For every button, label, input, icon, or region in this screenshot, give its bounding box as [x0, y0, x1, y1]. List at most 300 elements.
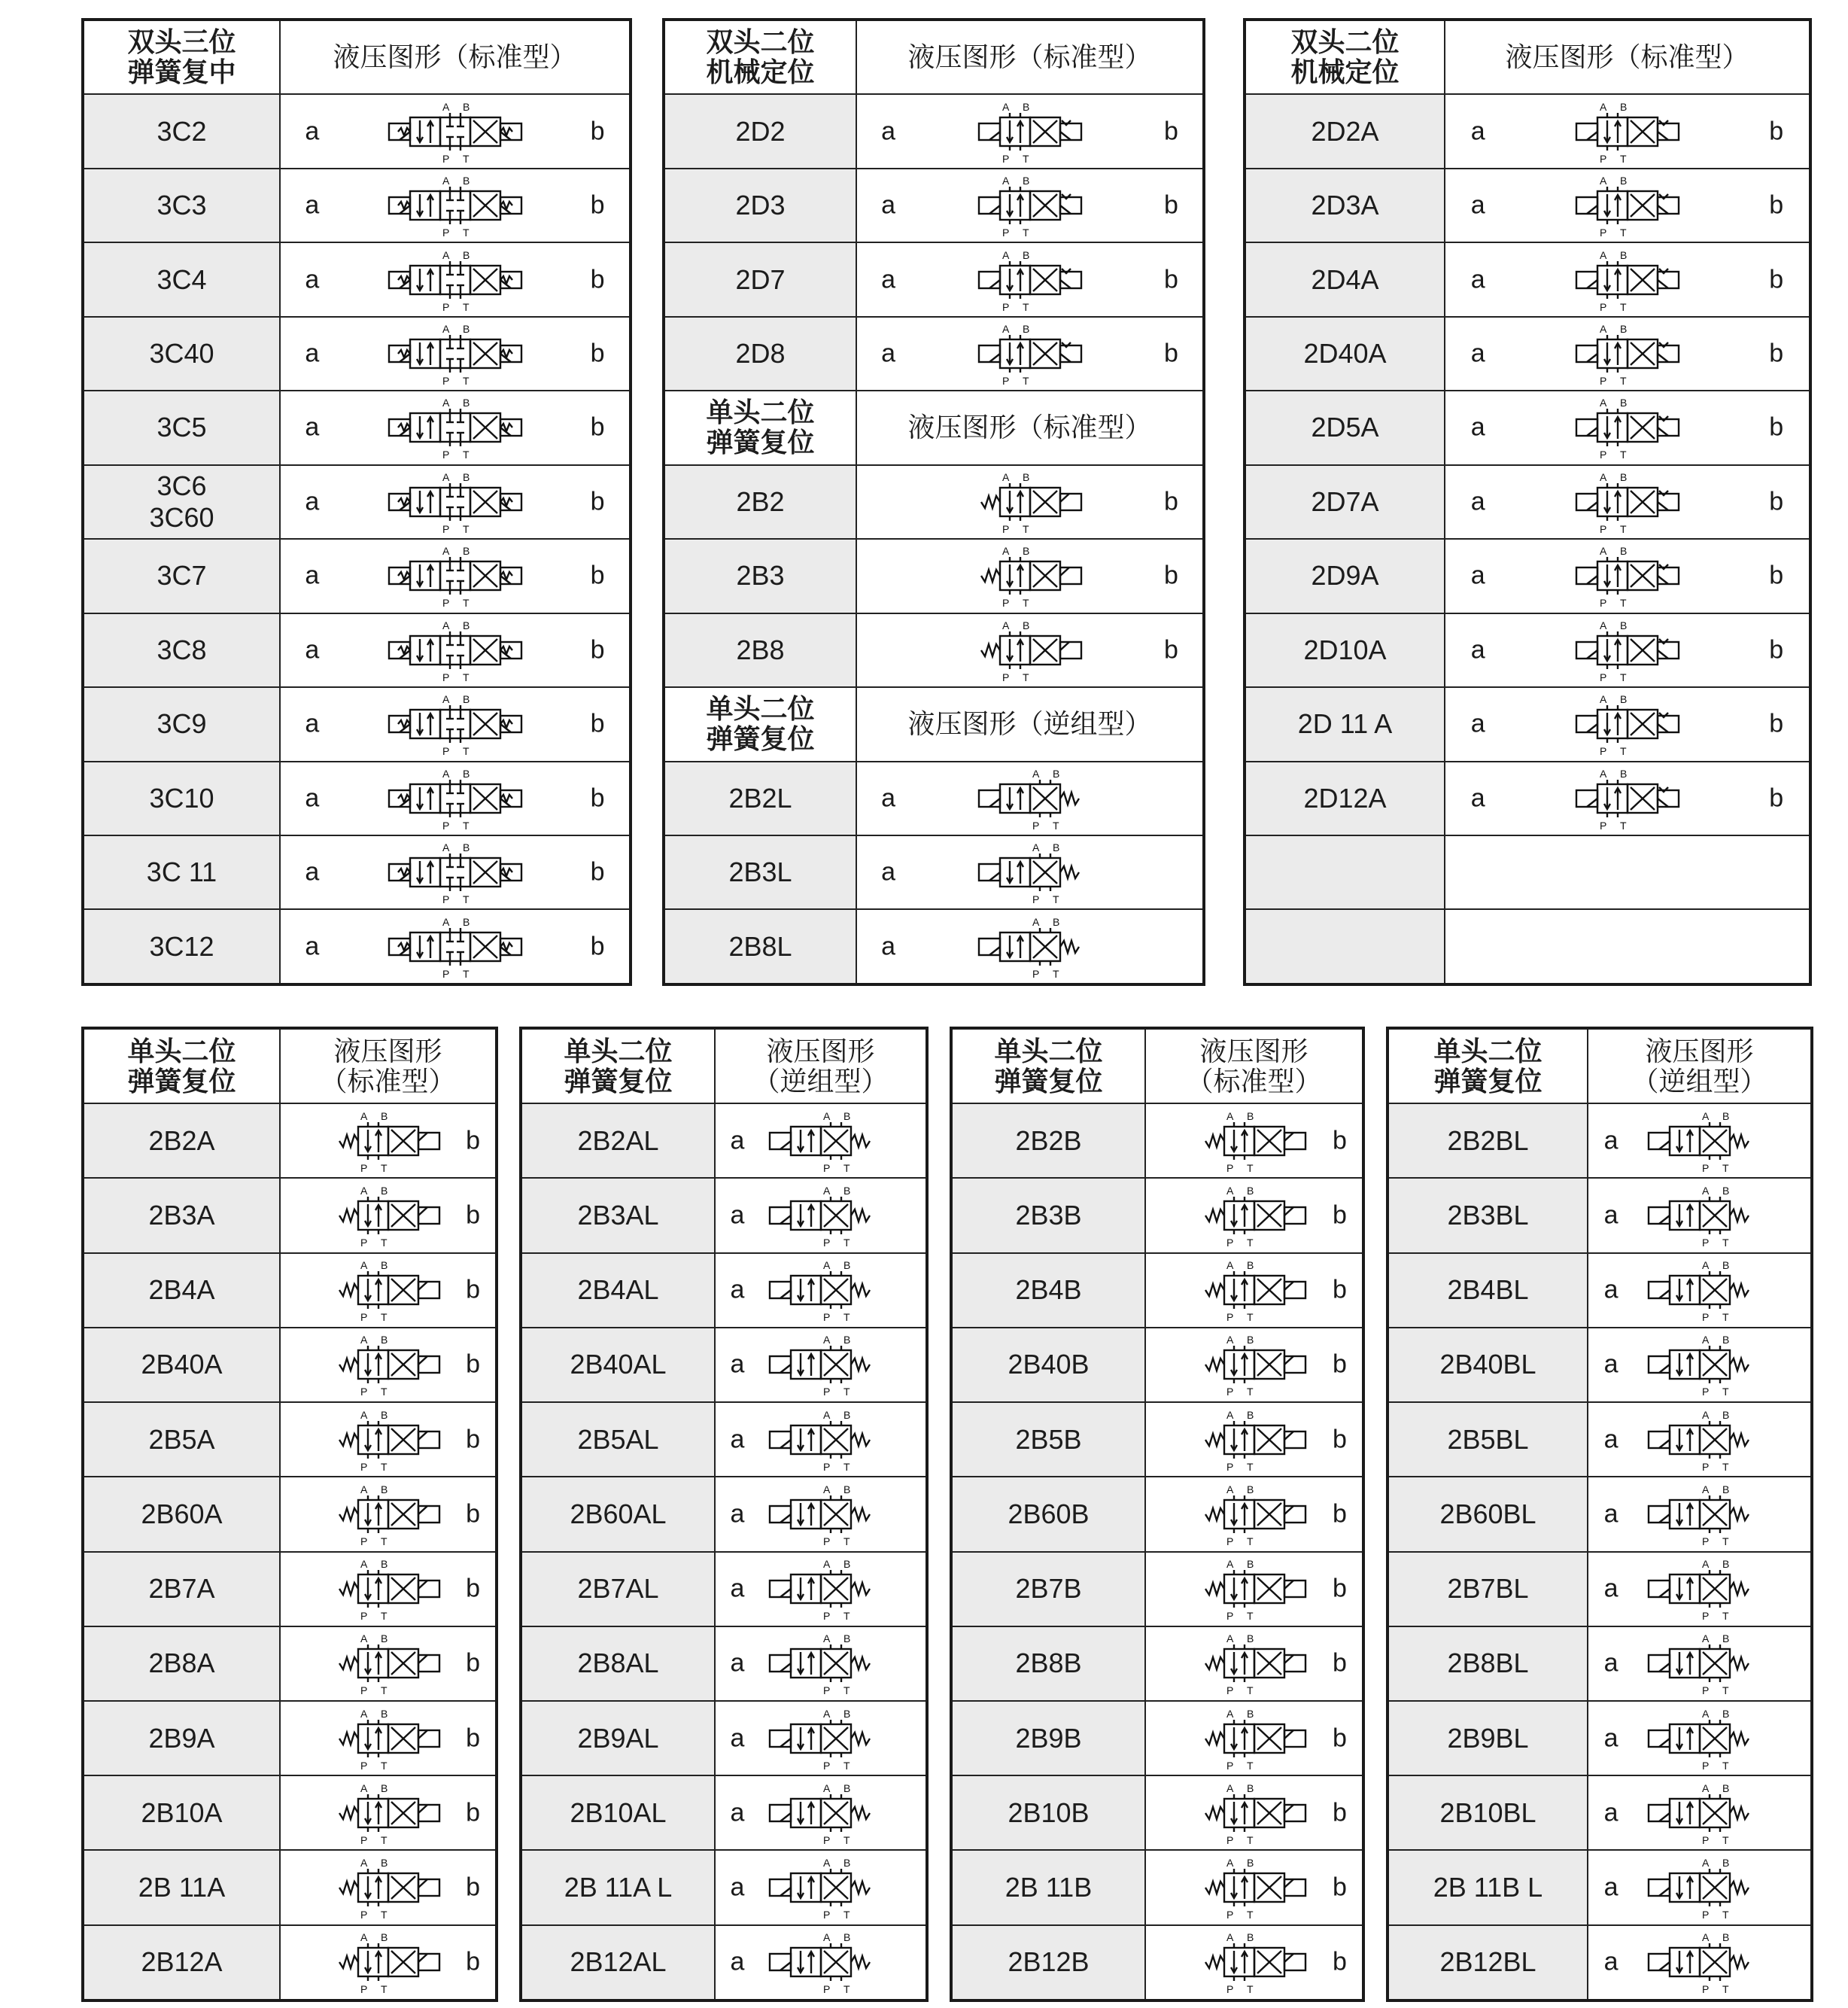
port-p-label: P: [822, 1759, 830, 1772]
valve-symbol-cell: [280, 1626, 497, 1701]
valve-symbol-icon: [317, 1482, 460, 1547]
valve-symbol-icon: [384, 470, 527, 534]
column-header-type: 双头二位 机械定位: [664, 20, 856, 94]
column-header-symbol: 液压图形 （逆组型）: [1588, 1028, 1812, 1103]
solenoid-a-label: a: [1603, 1126, 1619, 1155]
valve-symbol-icon: [959, 618, 1102, 683]
port-a-label: A: [442, 100, 449, 113]
valve-symbol-cell: [1588, 1850, 1812, 1924]
port-a-label: A: [442, 397, 449, 409]
solenoid-a-label: a: [305, 857, 320, 887]
valve-model-code: 2D3: [664, 169, 856, 242]
port-p-label: P: [1599, 522, 1606, 535]
header-row: [1388, 1028, 1812, 1103]
table-row: [83, 1775, 497, 1850]
port-a-label: A: [1701, 1185, 1709, 1197]
port-t-label: T: [1246, 1909, 1254, 1921]
valve-symbol-icon: [1183, 1332, 1326, 1397]
port-t-label: T: [380, 1759, 388, 1772]
valve-symbol-cell: [1445, 242, 1810, 316]
solenoid-a-label: a: [881, 190, 896, 220]
port-t-label: T: [843, 1237, 850, 1249]
port-p-label: P: [360, 1535, 367, 1547]
solenoid-a-label: a: [305, 561, 320, 590]
column-header-symbol: 液压图形 （标准型）: [1145, 1028, 1363, 1103]
port-a-label: A: [1599, 397, 1606, 409]
solenoid-a-label: a: [305, 190, 320, 220]
port-b-label: B: [1722, 1931, 1729, 1944]
port-a-label: A: [442, 248, 449, 261]
port-t-label: T: [1246, 1386, 1254, 1398]
valve-symbol-cell: [1445, 169, 1810, 242]
valve-model-code: 2D3A: [1245, 169, 1445, 242]
port-a-label: A: [360, 1632, 367, 1645]
port-p-label: P: [1002, 522, 1009, 535]
valve-symbol-cell: [280, 169, 631, 242]
port-t-label: T: [843, 1983, 850, 1996]
valve-model-code: 2B2: [664, 465, 856, 539]
table-row: [1388, 1701, 1812, 1775]
port-b-label: B: [1619, 175, 1627, 187]
solenoid-a-label: a: [305, 709, 320, 738]
valve-symbol-icon: [384, 914, 527, 979]
column-header-type: 双头三位 弹簧复中: [83, 20, 280, 94]
port-a-label: A: [822, 1707, 830, 1720]
solenoid-a-label: a: [1603, 1425, 1619, 1454]
table-row: [83, 169, 631, 242]
valve-symbol-icon: [317, 1407, 460, 1472]
valve-model-code: 2B5AL: [521, 1402, 715, 1477]
valve-symbol-cell: [1145, 1328, 1363, 1402]
port-p-label: P: [360, 1833, 367, 1846]
table-row: [1245, 613, 1810, 687]
valve-symbol-icon: [749, 1183, 892, 1248]
port-b-label: B: [1246, 1259, 1254, 1272]
table-row: [1245, 391, 1810, 464]
table-2bbl-reverse: [1386, 1027, 1813, 2002]
table-row: [83, 94, 631, 168]
table-row: [521, 1328, 927, 1402]
solenoid-a-label: a: [730, 1873, 745, 1902]
port-t-label: T: [462, 671, 470, 683]
valve-symbol-icon: [1183, 1556, 1326, 1621]
valve-model-code: 2D5A: [1245, 391, 1445, 464]
table-row: [83, 317, 631, 391]
solenoid-a-label: a: [1470, 561, 1485, 590]
valve-model-code: 3C7: [83, 539, 280, 613]
solenoid-b-label: b: [1333, 1798, 1347, 1827]
solenoid-b-label: b: [466, 1499, 481, 1529]
solenoid-a-label: a: [305, 932, 320, 961]
table-row: [1245, 317, 1810, 391]
table-row: [951, 1701, 1363, 1775]
port-t-label: T: [1022, 152, 1029, 165]
port-t-label: T: [380, 1983, 388, 1996]
port-t-label: T: [843, 1610, 850, 1623]
solenoid-b-label: b: [1163, 487, 1178, 516]
solenoid-a-label: a: [730, 1648, 745, 1678]
solenoid-a-label: a: [1470, 709, 1485, 738]
port-p-label: P: [1599, 745, 1606, 758]
port-p-label: P: [442, 671, 449, 683]
port-b-label: B: [1022, 248, 1029, 261]
port-p-label: P: [1701, 1610, 1709, 1623]
valve-model-code: 2B5A: [83, 1402, 280, 1477]
port-p-label: P: [1599, 300, 1606, 313]
port-a-label: A: [1226, 1707, 1233, 1720]
valve-symbol-icon: [317, 1332, 460, 1397]
table-row: [664, 169, 1204, 242]
port-b-label: B: [843, 1408, 850, 1421]
valve-symbol-icon: [384, 618, 527, 683]
table-row: [83, 465, 631, 539]
solenoid-a-label: a: [730, 1126, 745, 1155]
port-t-label: T: [1722, 1983, 1729, 1996]
port-t-label: T: [1722, 1161, 1729, 1174]
column-header-type: 双头二位 机械定位: [1245, 20, 1445, 94]
solenoid-a-label: a: [881, 932, 896, 961]
table-row: [521, 1178, 927, 1252]
section-header-type: 单头二位 弹簧复位: [664, 391, 856, 464]
valve-symbol-cell: [280, 1925, 497, 2000]
port-t-label: T: [380, 1311, 388, 1324]
valve-symbol-cell: [1445, 687, 1810, 761]
table-row: [951, 1626, 1363, 1701]
valve-model-code: 2B4B: [951, 1253, 1145, 1328]
table-row: [664, 909, 1204, 984]
port-a-label: A: [1226, 1857, 1233, 1870]
port-t-label: T: [1246, 1759, 1254, 1772]
valve-symbol-cell: [1588, 1552, 1812, 1626]
solenoid-a-label: a: [1603, 1200, 1619, 1230]
header-row: [951, 1028, 1363, 1103]
port-t-label: T: [462, 819, 470, 832]
valve-model-code: 2B2AL: [521, 1103, 715, 1178]
port-t-label: T: [1722, 1311, 1729, 1324]
table-row: [951, 1178, 1363, 1252]
valve-model-code: 3C 11: [83, 835, 280, 909]
table-row: [83, 1850, 497, 1924]
valve-symbol-icon: [1628, 1258, 1771, 1322]
solenoid-a-label: a: [305, 339, 320, 368]
valve-symbol-cell: [280, 317, 631, 391]
solenoid-b-label: b: [466, 1275, 481, 1304]
solenoid-a-label: a: [1603, 1499, 1619, 1529]
table-row: [1245, 94, 1810, 168]
valve-symbol-icon: [749, 1781, 892, 1845]
solenoid-b-label: b: [1333, 1349, 1347, 1379]
port-a-label: A: [1599, 100, 1606, 113]
port-b-label: B: [1619, 619, 1627, 631]
port-b-label: B: [1246, 1408, 1254, 1421]
solenoid-b-label: b: [1163, 561, 1178, 590]
valve-symbol-icon: [959, 470, 1102, 534]
valve-symbol-icon: [317, 1556, 460, 1621]
port-a-label: A: [1599, 175, 1606, 187]
table-row: [1388, 1402, 1812, 1477]
port-b-label: B: [1722, 1185, 1729, 1197]
table-row: [83, 1103, 497, 1178]
port-b-label: B: [1022, 545, 1029, 558]
port-b-label: B: [1619, 248, 1627, 261]
table-row: [1245, 242, 1810, 316]
port-a-label: A: [442, 619, 449, 631]
port-b-label: B: [1619, 100, 1627, 113]
port-b-label: B: [843, 1259, 850, 1272]
port-a-label: A: [1032, 915, 1039, 928]
port-b-label: B: [1619, 323, 1627, 336]
port-p-label: P: [1226, 1759, 1233, 1772]
port-b-label: B: [380, 1632, 388, 1645]
table-row: [83, 909, 631, 984]
table-row: [83, 835, 631, 909]
valve-symbol-icon: [317, 1258, 460, 1322]
port-t-label: T: [1022, 300, 1029, 313]
solenoid-b-label: b: [1333, 1126, 1347, 1155]
table-row: [521, 1850, 927, 1924]
valve-symbol-cell: [280, 391, 631, 464]
valve-symbol-cell: [280, 1402, 497, 1477]
valve-symbol-icon: [959, 543, 1102, 608]
table-3c-spring-centered: [81, 18, 632, 986]
port-p-label: P: [1226, 1610, 1233, 1623]
port-b-label: B: [843, 1185, 850, 1197]
port-b-label: B: [843, 1857, 850, 1870]
port-a-label: A: [1226, 1408, 1233, 1421]
valve-symbol-cell: [715, 1626, 927, 1701]
port-a-label: A: [360, 1334, 367, 1346]
port-b-label: B: [462, 841, 470, 854]
table-row: [664, 242, 1204, 316]
valve-model-code: 2D8: [664, 317, 856, 391]
port-b-label: B: [1022, 470, 1029, 483]
valve-symbol-icon: [749, 1706, 892, 1771]
solenoid-a-label: a: [1603, 1873, 1619, 1902]
valve-model-code: 2D40A: [1245, 317, 1445, 391]
valve-model-code: 2B10B: [951, 1775, 1145, 1850]
solenoid-b-label: b: [466, 1947, 481, 1976]
solenoid-a-label: a: [730, 1947, 745, 1976]
valve-symbol-icon: [1183, 1183, 1326, 1248]
valve-model-code: 3C6 3C60: [83, 465, 280, 539]
valve-model-code: 2B7B: [951, 1552, 1145, 1626]
table-row: [83, 391, 631, 464]
port-b-label: B: [843, 1632, 850, 1645]
port-t-label: T: [843, 1161, 850, 1174]
solenoid-b-label: b: [1333, 1873, 1347, 1902]
table-row: [1245, 539, 1810, 613]
port-b-label: B: [462, 470, 470, 483]
table-2da-mechanical-detent: [1243, 18, 1812, 986]
port-a-label: A: [1002, 175, 1009, 187]
port-t-label: T: [1722, 1759, 1729, 1772]
port-p-label: P: [1599, 227, 1606, 239]
valve-symbol-icon: [1556, 543, 1699, 608]
table-row: [83, 762, 631, 835]
port-a-label: A: [360, 1185, 367, 1197]
port-a-label: A: [1701, 1259, 1709, 1272]
valve-model-code: 3C8: [83, 613, 280, 687]
port-t-label: T: [380, 1237, 388, 1249]
solenoid-a-label: a: [1603, 1275, 1619, 1304]
port-a-label: A: [822, 1109, 830, 1122]
table-row: [521, 1775, 927, 1850]
solenoid-a-label: a: [881, 783, 896, 813]
valve-symbol-cell: [856, 317, 1204, 391]
solenoid-b-label: b: [1333, 1425, 1347, 1454]
port-a-label: A: [1599, 248, 1606, 261]
solenoid-b-label: b: [1163, 265, 1178, 294]
column-header-type: 单头二位 弹簧复位: [521, 1028, 715, 1103]
table-row: [1245, 762, 1810, 835]
port-t-label: T: [1052, 967, 1059, 980]
solenoid-b-label: b: [590, 265, 605, 294]
table-row: [1388, 1477, 1812, 1551]
valve-symbol-icon: [749, 1258, 892, 1322]
port-a-label: A: [1002, 470, 1009, 483]
port-a-label: A: [1701, 1558, 1709, 1571]
valve-symbol-cell: [1588, 1402, 1812, 1477]
port-p-label: P: [1226, 1311, 1233, 1324]
table-2ba-standard: [81, 1027, 498, 2002]
port-t-label: T: [1619, 597, 1627, 610]
port-t-label: T: [462, 893, 470, 906]
port-p-label: P: [1701, 1460, 1709, 1473]
valve-symbol-cell: [1588, 1328, 1812, 1402]
solenoid-b-label: b: [1333, 1724, 1347, 1753]
port-t-label: T: [380, 1161, 388, 1174]
valve-model-code: 2B8BL: [1388, 1626, 1588, 1701]
valve-symbol-cell: [856, 835, 1204, 909]
port-b-label: B: [843, 1109, 850, 1122]
port-t-label: T: [380, 1386, 388, 1398]
port-p-label: P: [442, 893, 449, 906]
port-p-label: P: [360, 1610, 367, 1623]
port-t-label: T: [1722, 1610, 1729, 1623]
valve-symbol-cell: [1145, 1701, 1363, 1775]
port-b-label: B: [462, 323, 470, 336]
port-p-label: P: [1701, 1684, 1709, 1697]
solenoid-a-label: a: [730, 1200, 745, 1230]
valve-symbol-cell: [715, 1328, 927, 1402]
valve-symbol-cell: [715, 1701, 927, 1775]
solenoid-b-label: b: [1769, 117, 1784, 146]
valve-model-code: 2D 11 A: [1245, 687, 1445, 761]
port-p-label: P: [1226, 1237, 1233, 1249]
port-p-label: P: [360, 1161, 367, 1174]
table-row: [83, 539, 631, 613]
table-row: [1388, 1103, 1812, 1178]
table-row: [83, 1626, 497, 1701]
port-t-label: T: [843, 1684, 850, 1697]
port-a-label: A: [1226, 1185, 1233, 1197]
port-p-label: P: [1599, 375, 1606, 388]
valve-model-code: 3C40: [83, 317, 280, 391]
valve-symbol-icon: [959, 840, 1102, 905]
valve-symbol-cell: [280, 1253, 497, 1328]
port-p-label: P: [822, 1610, 830, 1623]
port-a-label: A: [360, 1259, 367, 1272]
valve-symbol-icon: [317, 1631, 460, 1696]
valve-symbol-cell: [1588, 1775, 1812, 1850]
port-t-label: T: [1246, 1833, 1254, 1846]
valve-symbol-icon: [317, 1109, 460, 1173]
table-row: [83, 1178, 497, 1252]
port-p-label: P: [360, 1684, 367, 1697]
port-p-label: P: [1701, 1909, 1709, 1921]
port-t-label: T: [843, 1759, 850, 1772]
solenoid-b-label: b: [590, 117, 605, 146]
empty-row: [1245, 835, 1810, 909]
port-b-label: B: [843, 1707, 850, 1720]
table-row: [83, 242, 631, 316]
valve-symbol-cell: [1588, 1626, 1812, 1701]
table-row: [83, 1402, 497, 1477]
solenoid-b-label: b: [466, 1349, 481, 1379]
valve-model-code: 2B12BL: [1388, 1925, 1588, 2000]
valve-model-code: 3C9: [83, 687, 280, 761]
table-row: [664, 835, 1204, 909]
solenoid-a-label: a: [730, 1798, 745, 1827]
port-p-label: P: [1226, 1909, 1233, 1921]
port-a-label: A: [1226, 1558, 1233, 1571]
valve-symbol-icon: [749, 1930, 892, 1994]
valve-model-code: 2B5B: [951, 1402, 1145, 1477]
port-a-label: A: [360, 1857, 367, 1870]
valve-symbol-cell: [280, 909, 631, 984]
valve-symbol-icon: [959, 248, 1102, 312]
port-b-label: B: [380, 1259, 388, 1272]
valve-model-code: 3C12: [83, 909, 280, 984]
valve-symbol-icon: [384, 543, 527, 608]
port-a-label: A: [1226, 1483, 1233, 1495]
port-b-label: B: [462, 693, 470, 706]
empty-row: [1245, 909, 1810, 984]
port-a-label: A: [822, 1632, 830, 1645]
solenoid-b-label: b: [466, 1425, 481, 1454]
solenoid-b-label: b: [1333, 1499, 1347, 1529]
port-b-label: B: [1722, 1408, 1729, 1421]
valve-symbol-icon: [1628, 1855, 1771, 1920]
table-2bal-reverse: [519, 1027, 929, 2002]
valve-model-code: 2B60AL: [521, 1477, 715, 1551]
port-b-label: B: [1246, 1632, 1254, 1645]
port-p-label: P: [1226, 1161, 1233, 1174]
port-p-label: P: [1701, 1535, 1709, 1547]
table-row: [521, 1925, 927, 2000]
table-row: [951, 1552, 1363, 1626]
column-header-type: 单头二位 弹簧复位: [1388, 1028, 1588, 1103]
port-t-label: T: [1722, 1386, 1729, 1398]
port-p-label: P: [1599, 597, 1606, 610]
valve-model-code: 2B 11B: [951, 1850, 1145, 1924]
valve-symbol-cell: [1588, 1925, 1812, 2000]
empty-cell: [1445, 909, 1810, 984]
port-p-label: P: [1701, 1983, 1709, 1996]
table-row: [951, 1103, 1363, 1178]
valve-model-code: 2B2L: [664, 762, 856, 835]
port-t-label: T: [843, 1386, 850, 1398]
port-t-label: T: [1722, 1833, 1729, 1846]
valve-symbol-cell: [715, 1552, 927, 1626]
port-t-label: T: [1022, 597, 1029, 610]
solenoid-b-label: b: [1163, 635, 1178, 665]
valve-model-code: 2B40A: [83, 1328, 280, 1402]
solenoid-a-label: a: [881, 265, 896, 294]
valve-model-code: 2B60B: [951, 1477, 1145, 1551]
port-p-label: P: [360, 1983, 367, 1996]
port-b-label: B: [843, 1558, 850, 1571]
